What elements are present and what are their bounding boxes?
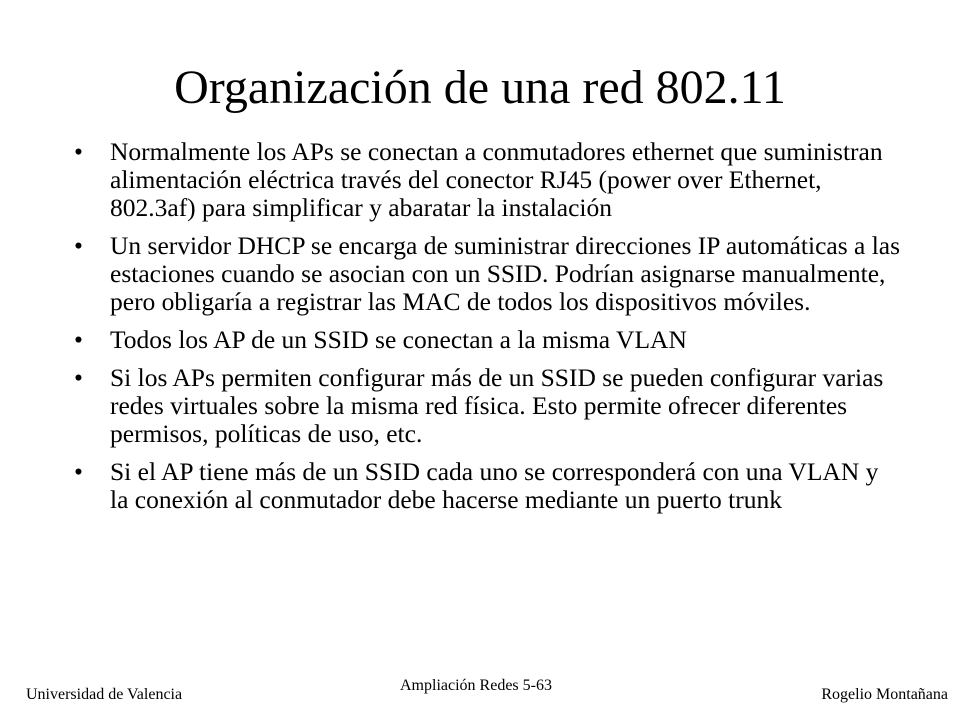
bullet-item bbox=[72, 458, 902, 514]
bullet-text: Todos los AP de un SSID se conectan a la misma VLAN bbox=[110, 325, 687, 354]
bullet-item bbox=[72, 138, 902, 222]
bullet-text: Un servidor DHCP se encarga de suministrar direcciones IP automáticas a las estaciones cuando se asocian con un SSID. Podrían asignarse manualmente, pero obligaría a registrar las MAC de todos los dispositivos móviles. bbox=[110, 231, 901, 316]
bullet-dot-icon: • bbox=[74, 363, 83, 392]
bullet-dot-icon: • bbox=[74, 231, 83, 260]
bullet-dot-icon: • bbox=[74, 457, 83, 486]
slide-title: Organización de una red 802.11 bbox=[174, 61, 786, 114]
bullet-text: Normalmente los APs se conectan a conmutadores ethernet que suministran alimentación eléctrica través del conector RJ45 (power over Ethernet, 802.3af) para simplificar y abaratar la instalación bbox=[110, 137, 883, 222]
bullet-item bbox=[72, 232, 902, 316]
bullet-item bbox=[72, 364, 902, 448]
bullet-list bbox=[72, 138, 902, 524]
footer-university: Universidad de Valencia bbox=[26, 686, 183, 703]
bullet-dot-icon: • bbox=[74, 325, 83, 354]
footer-course-page: Ampliación Redes 5-63 bbox=[400, 677, 552, 694]
bullet-item bbox=[72, 326, 902, 354]
bullet-dot-icon: • bbox=[74, 137, 83, 166]
bullet-text: Si los APs permiten configurar más de un SSID se pueden configurar varias redes virtuales sobre la misma red física. Esto permite ofrecer diferentes permisos, políticas de uso, etc. bbox=[110, 363, 884, 448]
bullet-text: Si el AP tiene más de un SSID cada uno se corresponderá con una VLAN y la conexión al conmutador debe hacerse mediante un puerto trunk bbox=[110, 457, 879, 514]
footer-author: Rogelio Montañana bbox=[821, 686, 948, 703]
